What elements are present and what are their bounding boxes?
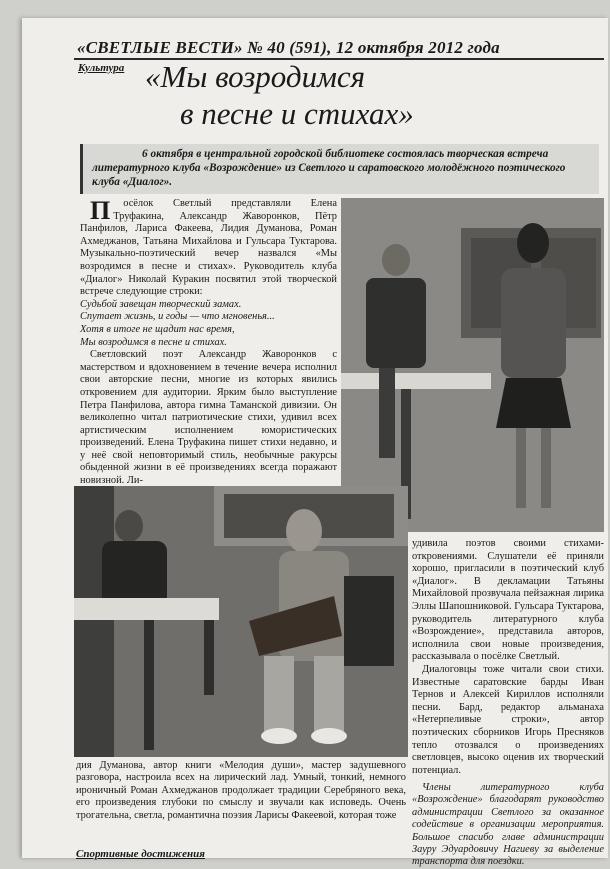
photo-guitarist-performing [74,486,408,757]
masthead: «СВЕТЛЫЕ ВЕСТИ» № 40 (591), 12 октября 2012 года [77,38,500,57]
drop-cap: П [90,196,111,225]
paragraph-4: удивила поэтов своими стихами-откровениями. Слушатели её приняли хорошо, пригласили в поэтический клуб «Диалог». В декламации Татьяны Михайловой прозвучала пейзажная лирика Эллы Шапошниковой. Гульсара Туктарова, руководитель литературного клуба «Возрождение», представила авторов, исполнила свои новые произведения, рассказывала о посёлке Светлый. [412,538,604,663]
poem-line-2: Спутает жизнь, и годы — что мгновенья... [80,311,275,323]
article-column-2-bottom [76,760,406,822]
paragraph-2: Светловский поэт Александр Жаворонков с мастерством и вдохновением в течение вечера исполнил свои авторские песни, многие из которых явились откровением для аудитории. Ярким было выступление Петра Панфилова, автора гимна Таманской дивизии. Он великолепно читал патриотические стихи, удивил всех артистическим исполнением юмористических произведений. Елена Труфакина пишет стихи недавно, и у неё свой неповторимый стиль, необычные ракурсы обыденной жизни в её произведениях всегда поражают новизной. Ли- [80,349,337,487]
paragraph-5: Диалоговцы тоже читали свои стихи. Известные саратовские барды Иван Тернов и Алексей Кириллов исполняли песни. Бард, редактор альманаха «Нетерпеливые строки», автор поэтических сборников Игорь Пресняков тепло отозвался о произведениях светловцев, высоко оценив их творческий потенциал. [412,663,604,776]
headline-line-1: «Мы возродимся [145,59,366,94]
paragraph-3: дия Думанова, автор книги «Мелодия души», мастер задушевного разговора, настроила всех на лирический лад. Умный, тонкий, немного ироничный Роман Ахмеджанов продолжает традиции Серебряного века, его произведения глубоки по смыслу и звучали как исповедь. Очень трогательна, светла, романтична поэзия Ларисы Факеевой, которая тоже [76,760,406,821]
photo-2-illustration [74,486,408,757]
poem-line-3: Хотя в итоге не щадит нас время, [80,323,235,335]
headline-line-2: в песне и стихах» [180,96,414,131]
lead-paragraph: 6 октября в центральной городской библиотеке состоялась творческая встреча литературного клуба «Возрождение» из Светлого и саратовского молодёжного поэтического клуба «Диалог». [92,148,566,188]
article-column-3-bottom [412,782,604,869]
photo-speakers-library [341,198,604,532]
rubric-label: Культура [78,62,125,74]
article-column-3 [412,538,604,777]
article-column-1 [80,198,337,488]
photo-1-illustration [341,198,604,532]
poem-line-1: Судьбой завещан творческий замах. [80,298,242,310]
paragraph-6: Члены литературного клуба «Возрождение» благодарят руководство администрации Светлого за оказанное содействие в организации мероприятия. Большое спасибо главе администрации Зауру Эдуардовичу Нагиеву за выделение транспорта для поездки. [412,782,604,868]
paragraph-1: осёлок Светлый представляли Елена Труфакина, Александр Жаворонков, Пётр Панфилов, Лариса Факеева, Лидия Думанова, Роман Ахмеджанов, Татьяна Михайлова и Гульсара Туктарова. Музыкально-поэтический вечер назвался «Мы возродимся в песне и стихах». Руководитель клуба «Диалог» Николай Куракин посвятил этой творческой встрече следующие строки: [80,198,337,298]
next-article-heading: Спортивные достижения [76,848,205,860]
poem-line-4: Мы возродимся в песне и стихах. [80,336,227,348]
